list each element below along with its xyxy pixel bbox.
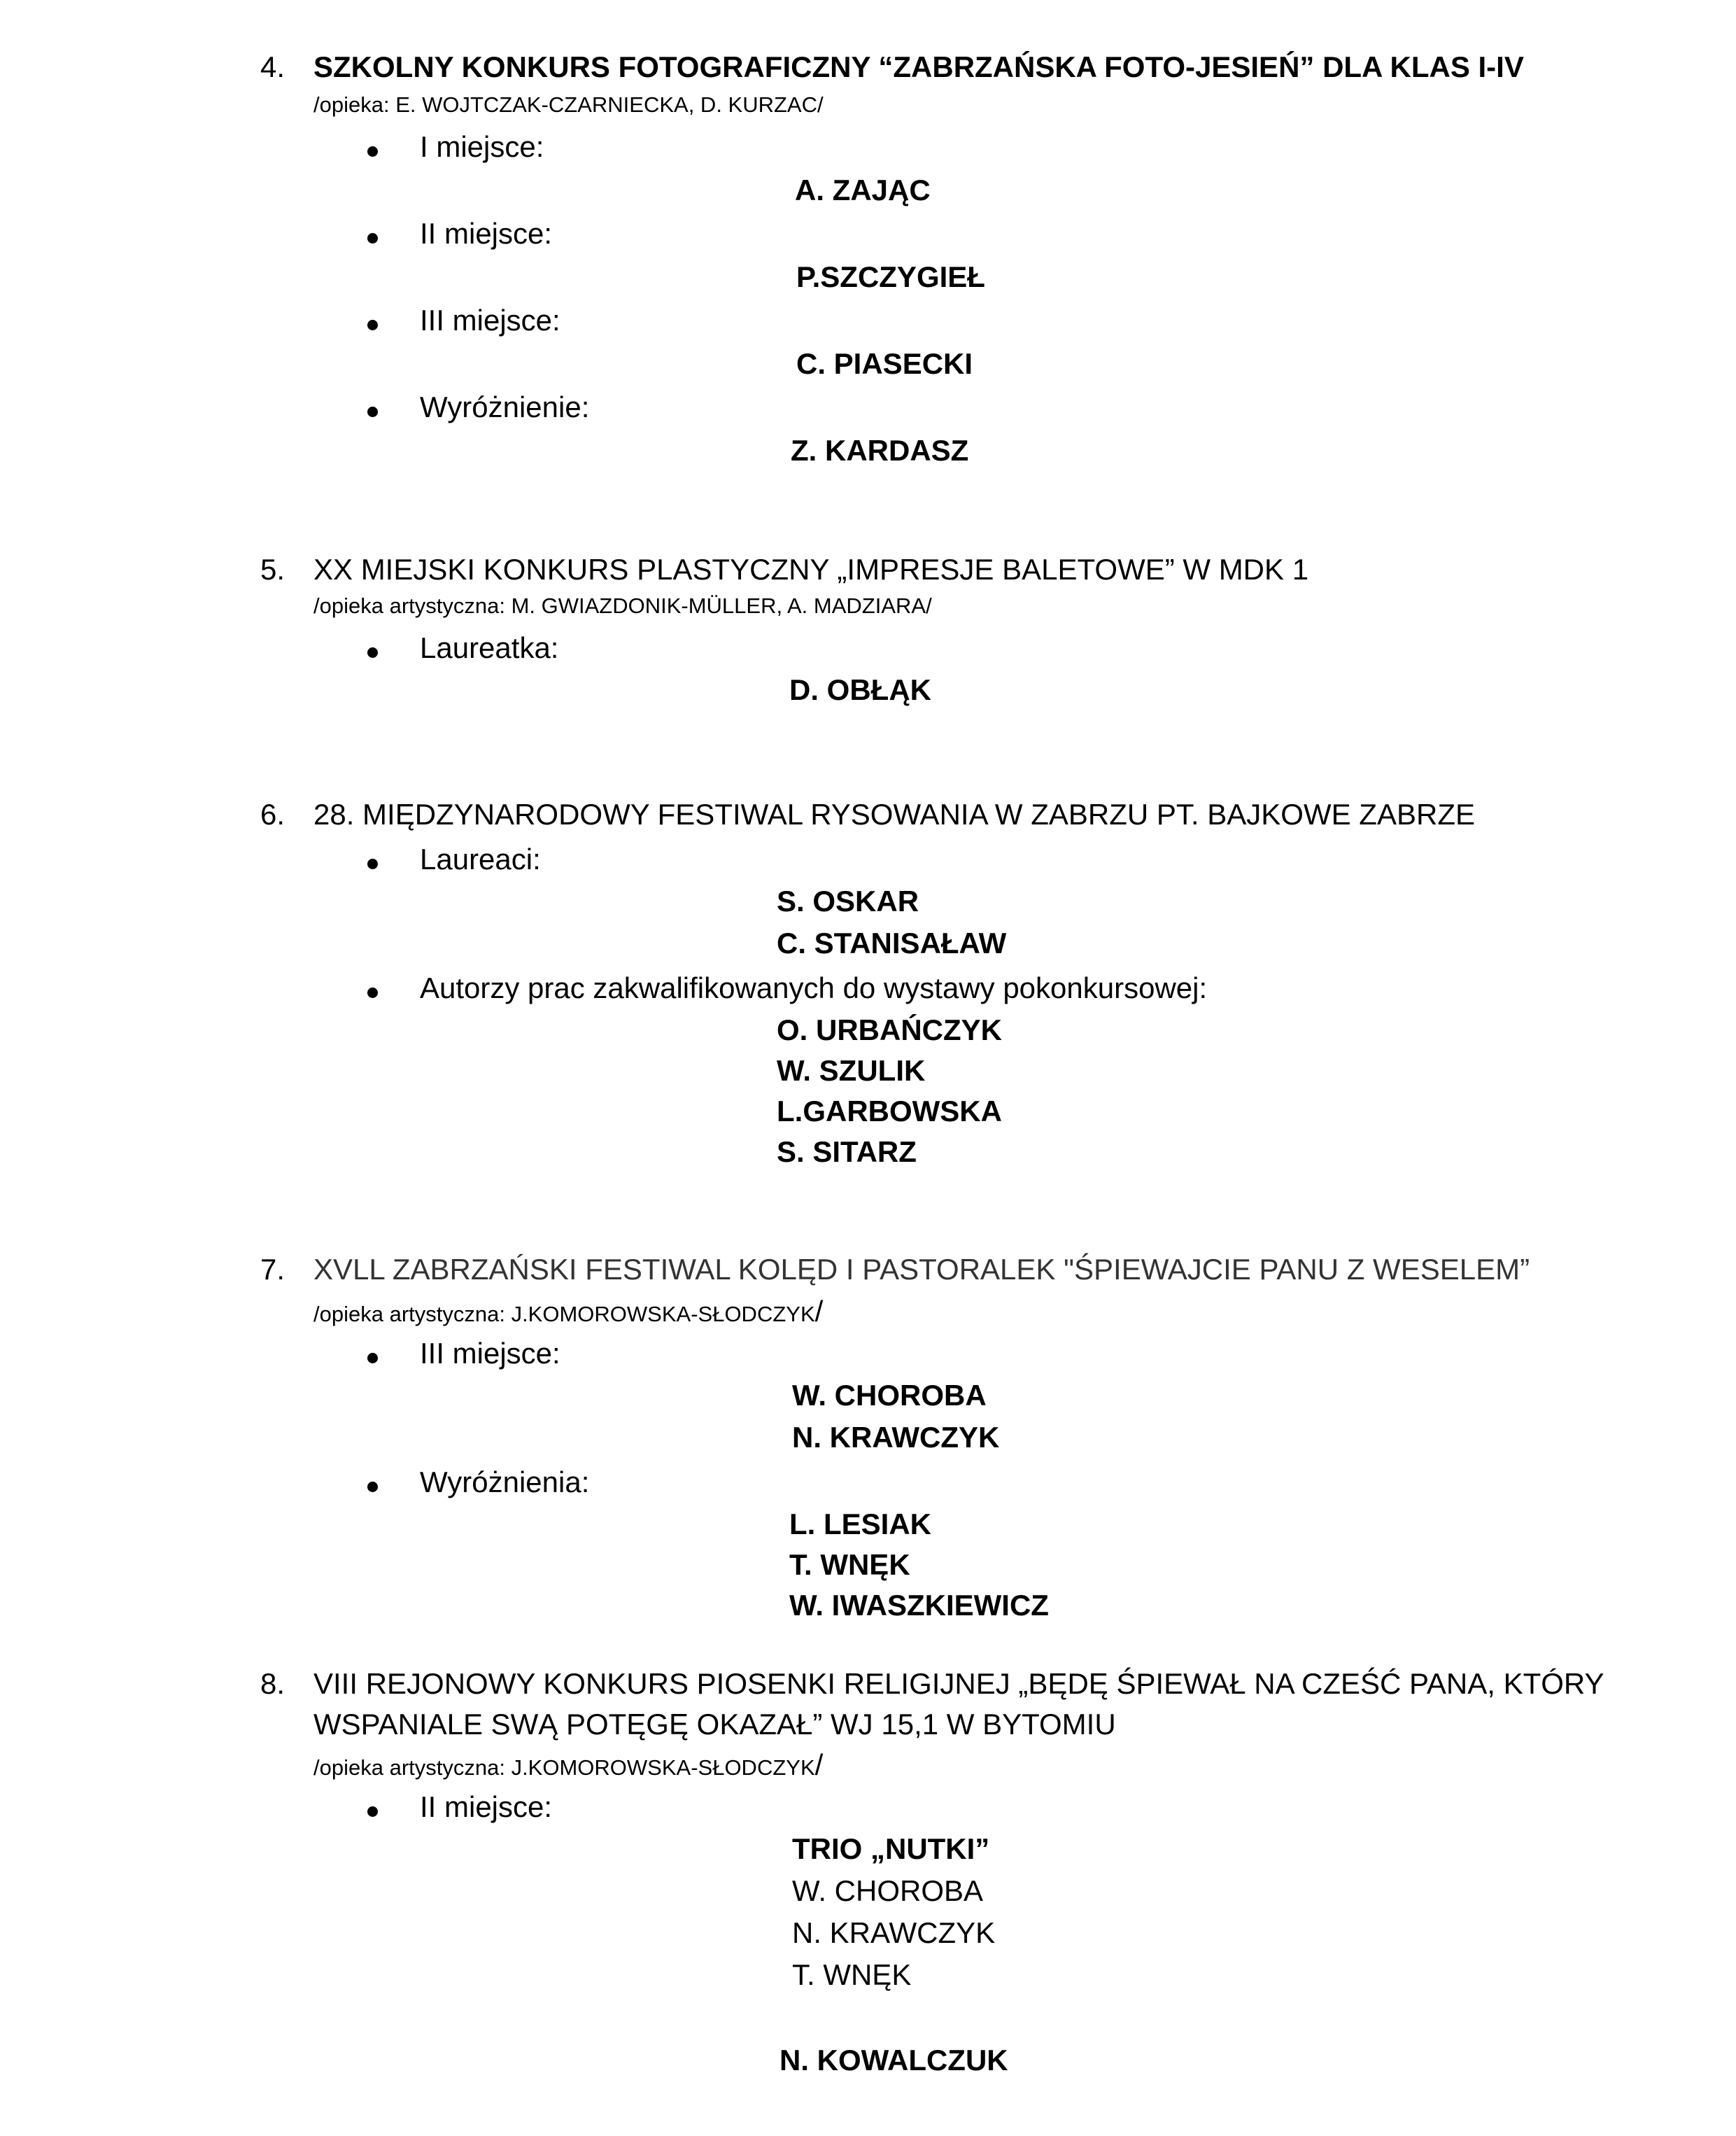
bullet-icon bbox=[367, 845, 378, 879]
bullet-icon bbox=[367, 974, 378, 1008]
winner-name: P.SZCZYGIEŁ bbox=[796, 260, 985, 293]
group-label: I miejsce: bbox=[420, 130, 544, 163]
section-number: 4. bbox=[260, 50, 285, 83]
group-label: III miejsce: bbox=[420, 1337, 560, 1370]
section-title: XX MIEJSKI KONKURS PLASTYCZNY „IMPRESJE BALETOWE” W MDK 1 bbox=[313, 553, 1309, 586]
bullet-icon bbox=[367, 634, 378, 668]
bullet-icon bbox=[367, 393, 378, 427]
winner-name: S. OSKAR bbox=[777, 885, 919, 918]
winner-name: W. SZULIK bbox=[777, 1054, 926, 1087]
group-label: Autorzy prac zakwalifikowanych do wystawy pokonkursowej: bbox=[420, 971, 1208, 1004]
group-label: II miejsce: bbox=[420, 217, 553, 250]
winner-name: O. URBAŃCZYK bbox=[777, 1013, 1002, 1046]
group-label: III miejsce: bbox=[420, 304, 560, 337]
group-label: Laureatka: bbox=[420, 631, 559, 664]
bullet-icon bbox=[367, 1793, 378, 1827]
winner-name: N. KOWALCZUK bbox=[779, 2044, 1008, 2077]
section-note: /opieka artystyczna: M. GWIAZDONIK-MÜLLER, A. MADZIARA/ bbox=[313, 593, 932, 618]
winner-name: W. IWASZKIEWICZ bbox=[789, 1589, 1049, 1622]
winner-name: C. PIASECKI bbox=[796, 347, 973, 380]
winner-name: W. CHOROBA bbox=[792, 1379, 987, 1412]
winner-name: Z. KARDASZ bbox=[791, 434, 969, 467]
section-number: 5. bbox=[260, 553, 285, 586]
winner-name: D. OBŁĄK bbox=[789, 673, 931, 706]
bullet-icon bbox=[367, 1468, 378, 1502]
section-number: 7. bbox=[260, 1253, 285, 1286]
group-label: Wyróżnienia: bbox=[420, 1466, 590, 1498]
winner-name: N. KRAWCZYK bbox=[792, 1421, 1000, 1454]
group-label: Laureaci: bbox=[420, 843, 541, 876]
winner-name: T. WNĘK bbox=[789, 1548, 910, 1581]
section-note: /opieka: E. WOJTCZAK-CZARNIECKA, D. KURZAC/ bbox=[313, 92, 824, 117]
section-title-line-2: WSPANIALE SWĄ POTĘGĘ OKAZAŁ” WJ 15,1 W BYTOMIU bbox=[313, 1708, 1116, 1741]
winner-name: L.GARBOWSKA bbox=[777, 1095, 1002, 1127]
bullet-icon bbox=[367, 1340, 378, 1373]
group-label: Wyróżnienie: bbox=[420, 391, 590, 423]
group-name: TRIO „NUTKI” bbox=[792, 1832, 990, 1865]
winner-name: C. STANISAŁAW bbox=[777, 927, 1007, 960]
section-title: XVLL ZABRZAŃSKI FESTIWAL KOLĘD I PASTORALEK "ŚPIEWAJCIE PANU Z WESELEM” bbox=[313, 1253, 1530, 1286]
winner-name: A. ZAJĄC bbox=[795, 174, 931, 206]
section-number: 6. bbox=[260, 798, 285, 831]
section-title: 28. MIĘDZYNARODOWY FESTIWAL RYSOWANIA W ZABRZU PT. BAJKOWE ZABRZE bbox=[313, 798, 1475, 831]
winner-name: L. LESIAK bbox=[789, 1508, 932, 1540]
section-number: 8. bbox=[260, 1667, 285, 1700]
section-title-line-1: VIII REJONOWY KONKURS PIOSENKI RELIGIJNEJ „BĘDĘ ŚPIEWAŁ NA CZEŚĆ PANA, KTÓRY bbox=[313, 1667, 1604, 1700]
bullet-icon bbox=[367, 133, 378, 167]
member-name: W. CHOROBA bbox=[792, 1874, 984, 1907]
member-name: T. WNĘK bbox=[792, 1958, 912, 1991]
member-name: N. KRAWCZYK bbox=[792, 1916, 996, 1949]
section-title: SZKOLNY KONKURS FOTOGRAFICZNY “ZABRZAŃSKA FOTO-JESIEŃ” DLA KLAS I-IV bbox=[313, 50, 1524, 83]
section-note: /opieka artystyczna: J.KOMOROWSKA-SŁODCZYK/ bbox=[313, 1295, 824, 1328]
winner-name: S. SITARZ bbox=[777, 1135, 917, 1168]
bullet-icon bbox=[367, 307, 378, 340]
bullet-icon bbox=[367, 220, 378, 253]
section-note: /opieka artystyczna: J.KOMOROWSKA-SŁODCZYK/ bbox=[313, 1748, 824, 1781]
group-label: II miejsce: bbox=[420, 1790, 553, 1823]
